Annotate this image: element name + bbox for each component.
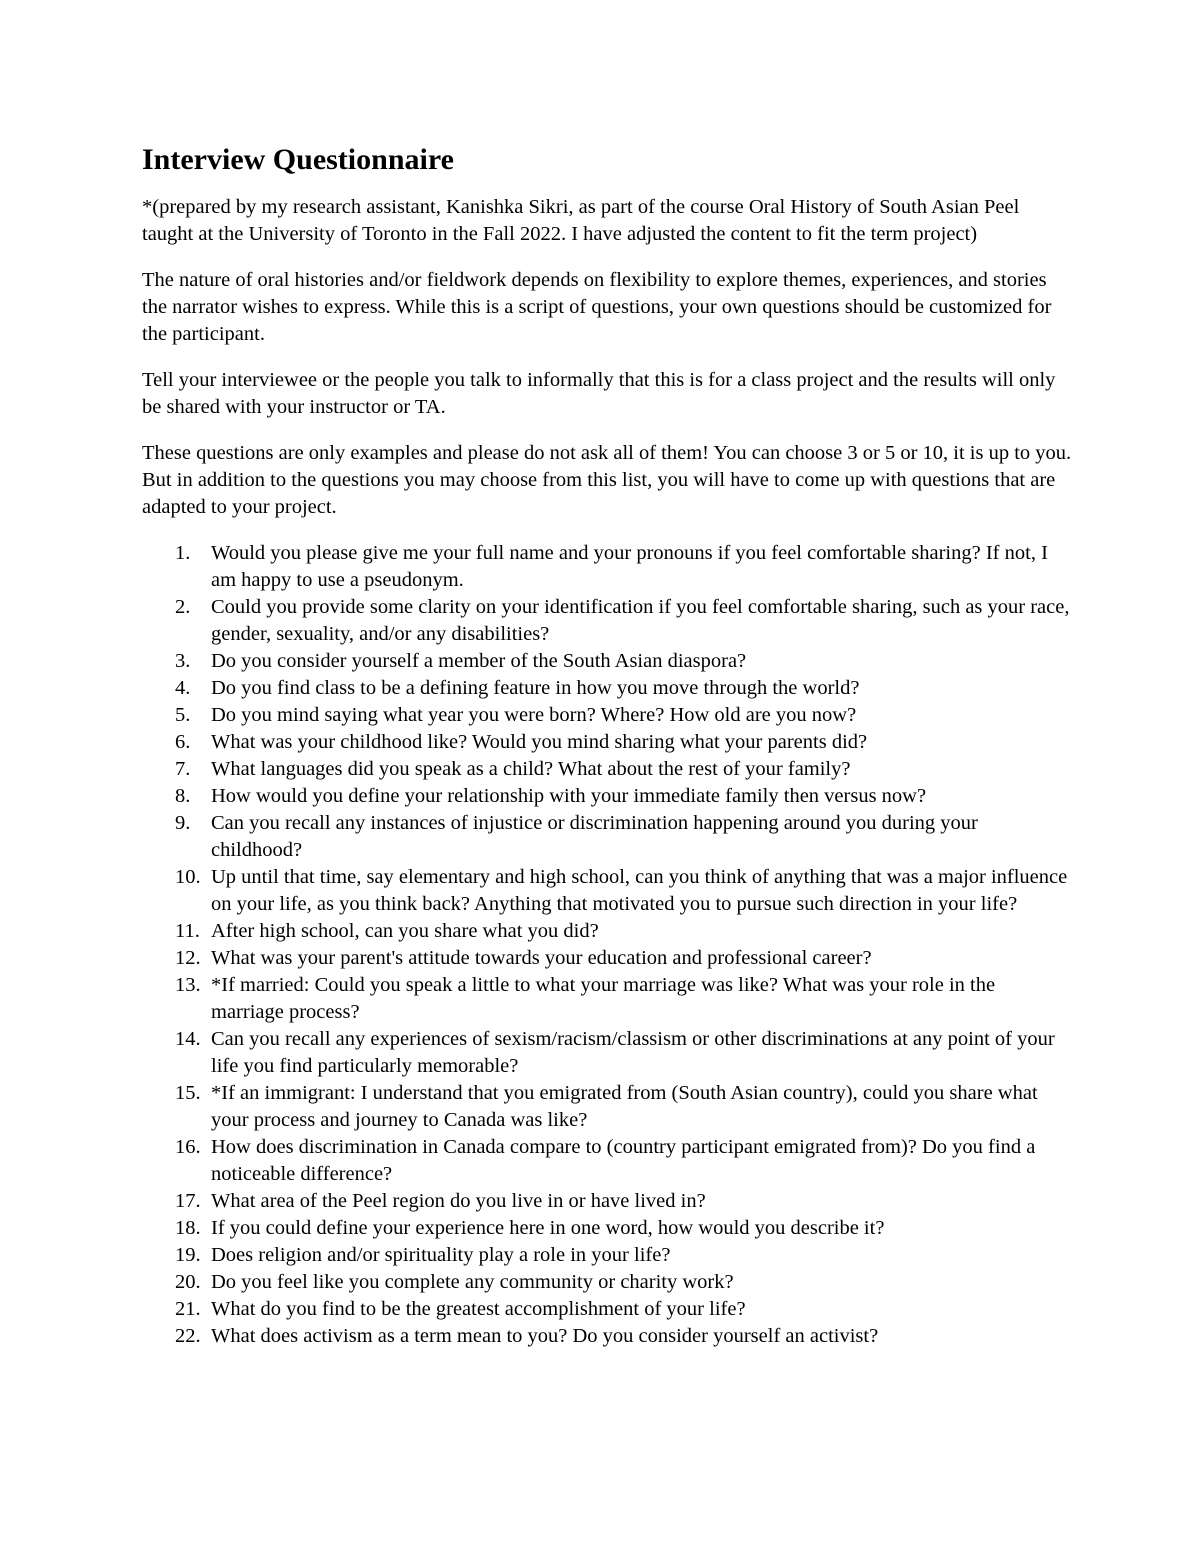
- list-item-text: Do you mind saying what year you were born? Where? How old are you now?: [211, 704, 857, 726]
- list-item: [142, 702, 1072, 729]
- list-item: [142, 1026, 1072, 1080]
- list-item: [142, 1188, 1072, 1215]
- intro-paragraph-instructions: These questions are only examples and please do not ask all of them! You can choose 3 or 5 or 10, it is up to you. But in addition to the questions you may choose from this list, you will have to come up with questions that are adapted to your project.: [142, 442, 1072, 518]
- list-item-number: 17.: [175, 1190, 201, 1212]
- list-item-number: 18.: [175, 1217, 201, 1239]
- list-item-number: 2.: [175, 596, 191, 618]
- list-item-number: 4.: [175, 677, 191, 699]
- list-item: [142, 756, 1072, 783]
- list-item-number: 12.: [175, 947, 201, 969]
- list-item: [142, 783, 1072, 810]
- list-item-number: 10.: [175, 866, 201, 888]
- list-item: [142, 918, 1072, 945]
- intro-paragraph-flexibility: The nature of oral histories and/or fieldwork depends on flexibility to explore themes, experiences, and stories the narrator wishes to express. While this is a script of questions, your own questions should be customized for the participant.: [142, 269, 1052, 345]
- list-item-text: Do you consider yourself a member of the South Asian diaspora?: [211, 650, 747, 672]
- list-item-text: How would you define your relationship with your immediate family then versus now?: [211, 785, 927, 807]
- list-item-number: 15.: [175, 1082, 201, 1104]
- list-item-text: Do you feel like you complete any community or charity work?: [211, 1271, 734, 1293]
- list-item: [142, 729, 1072, 756]
- list-item: [142, 864, 1072, 918]
- list-item-number: 7.: [175, 758, 191, 780]
- list-item-number: 5.: [175, 704, 191, 726]
- list-item-text: Does religion and/or spirituality play a role in your life?: [211, 1244, 671, 1266]
- list-item: [142, 675, 1072, 702]
- list-item-number: 13.: [175, 974, 201, 996]
- list-item-text: How does discrimination in Canada compare to (country participant emigrated from)? Do you find a noticeable difference?: [211, 1136, 1036, 1185]
- list-item-number: 6.: [175, 731, 191, 753]
- list-item-text: What do you find to be the greatest accomplishment of your life?: [211, 1298, 746, 1320]
- list-item-text: Can you recall any instances of injustice or discrimination happening around you during your childhood?: [211, 812, 978, 861]
- list-item: [142, 540, 1072, 594]
- list-item: [142, 1080, 1072, 1134]
- question-list: [142, 540, 1072, 1350]
- list-item-text: If you could define your experience here in one word, how would you describe it?: [211, 1217, 885, 1239]
- list-item: [142, 1323, 1072, 1350]
- intro-note: *(prepared by my research assistant, Kanishka Sikri, as part of the course Oral History of South Asian Peel taught at the University of Toronto in the Fall 2022. I have adjusted the content to fit the term project): [142, 196, 1020, 245]
- list-item: [142, 1134, 1072, 1188]
- list-item: [142, 972, 1072, 1026]
- document-page: [142, 140, 1072, 1350]
- list-item-text: *If an immigrant: I understand that you emigrated from (South Asian country), could you share what your process and journey to Canada was like?: [211, 1082, 1038, 1131]
- list-item-text: After high school, can you share what you did?: [211, 920, 599, 942]
- list-item-text: Can you recall any experiences of sexism/racism/classism or other discriminations at any point of your life you find particularly memorable?: [211, 1028, 1055, 1077]
- list-item-number: 14.: [175, 1028, 201, 1050]
- list-item: [142, 1296, 1072, 1323]
- list-item-number: 19.: [175, 1244, 201, 1266]
- list-item-number: 21.: [175, 1298, 201, 1320]
- list-item-text: What does activism as a term mean to you? Do you consider yourself an activist?: [211, 1325, 879, 1347]
- list-item: [142, 594, 1072, 648]
- list-item-number: 1.: [175, 542, 191, 564]
- list-item-text: What area of the Peel region do you live in or have lived in?: [211, 1190, 706, 1212]
- list-item-text: What was your childhood like? Would you mind sharing what your parents did?: [211, 731, 868, 753]
- list-item-number: 20.: [175, 1271, 201, 1293]
- list-item-number: 16.: [175, 1136, 201, 1158]
- list-item-text: *If married: Could you speak a little to what your marriage was like? What was your role in the marriage process?: [211, 974, 996, 1023]
- list-item: [142, 1269, 1072, 1296]
- list-item-text: What languages did you speak as a child? What about the rest of your family?: [211, 758, 851, 780]
- list-item-text: Could you provide some clarity on your identification if you feel comfortable sharing, such as your race, gender, sexuality, and/or any disabilities?: [211, 596, 1070, 645]
- list-item: [142, 1242, 1072, 1269]
- intro-paragraph-consent: Tell your interviewee or the people you talk to informally that this is for a class project and the results will only be shared with your instructor or TA.: [142, 369, 1056, 418]
- list-item-number: 22.: [175, 1325, 201, 1347]
- list-item: [142, 1215, 1072, 1242]
- list-item: [142, 648, 1072, 675]
- list-item-text: Do you find class to be a defining feature in how you move through the world?: [211, 677, 860, 699]
- list-item-number: 11.: [175, 920, 200, 942]
- list-item-text: Would you please give me your full name and your pronouns if you feel comfortable sharing? If not, I am happy to use a pseudonym.: [211, 542, 1048, 591]
- list-item-text: What was your parent's attitude towards your education and professional career?: [211, 947, 872, 969]
- list-item: [142, 810, 1072, 864]
- list-item: [142, 945, 1072, 972]
- page-title: Interview Questionnaire: [142, 143, 454, 176]
- list-item-text: Up until that time, say elementary and high school, can you think of anything that was a major influence on your life, as you think back? Anything that motivated you to pursue such direction in your life?: [211, 866, 1068, 915]
- list-item-number: 8.: [175, 785, 191, 807]
- list-item-number: 3.: [175, 650, 191, 672]
- list-item-number: 9.: [175, 812, 191, 834]
